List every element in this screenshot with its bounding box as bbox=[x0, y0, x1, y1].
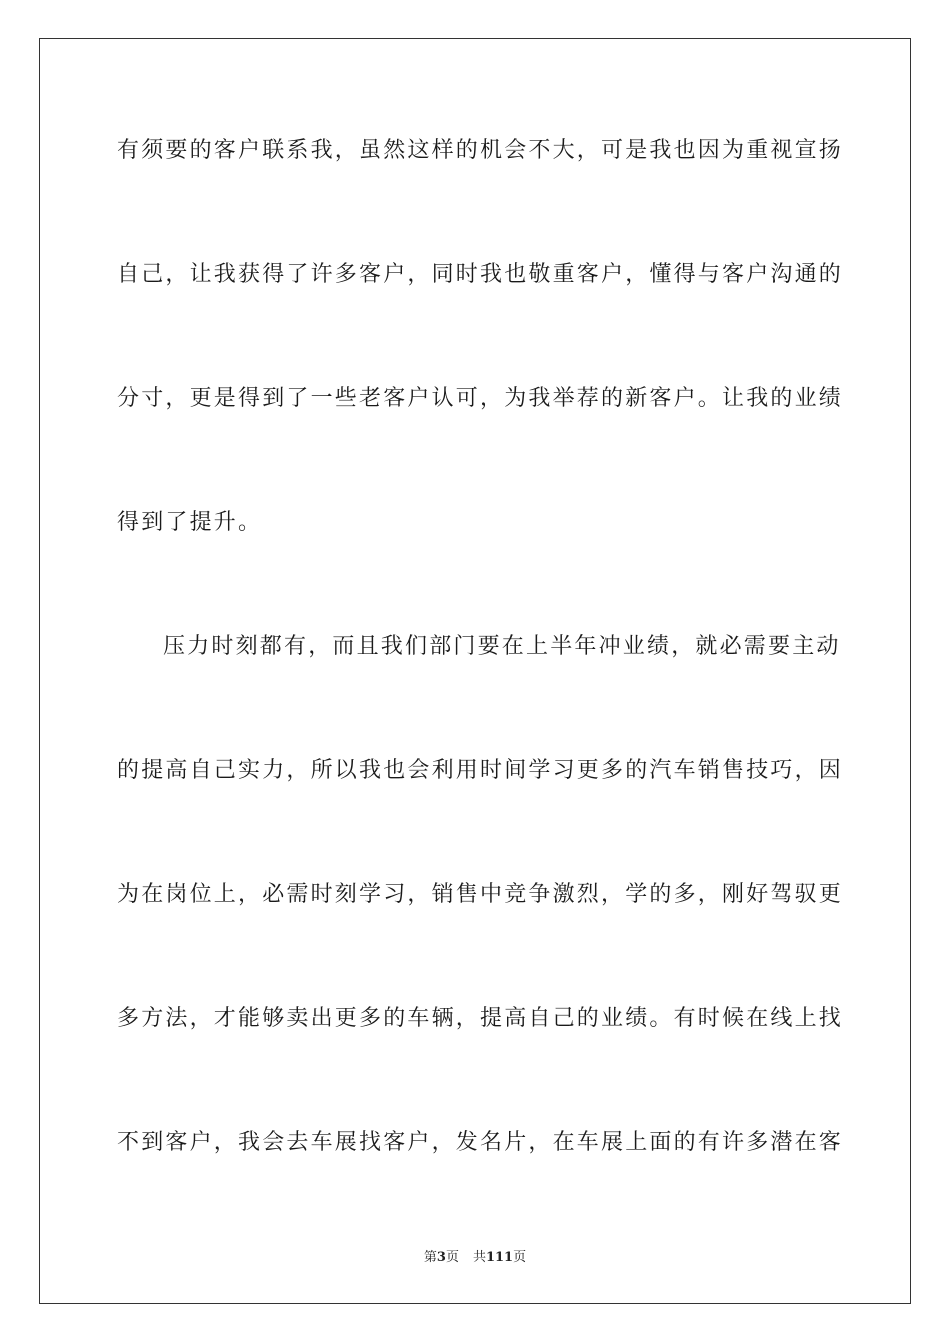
text-line: 不到客户，我会去车展找客户，发名片，在车展上面的有许多潜在客 bbox=[117, 1130, 844, 1155]
text-line: 有须要的客户联系我，虽然这样的机会不大，可是我也因为重视宣扬 bbox=[117, 138, 844, 163]
text-line: 自己，让我获得了许多客户，同时我也敬重客户，懂得与客户沟通的 bbox=[117, 262, 844, 287]
total-pages: 111 bbox=[485, 1250, 514, 1265]
text-line: 分寸，更是得到了一些老客户认可，为我举荐的新客户。让我的业绩 bbox=[117, 386, 844, 411]
page-footer bbox=[0, 1246, 950, 1265]
total-suffix: 页 bbox=[513, 1250, 527, 1265]
text-line: 多方法，才能够卖出更多的车辆，提高自己的业绩。有时候在线上找 bbox=[117, 1006, 844, 1031]
total-prefix: 共 bbox=[472, 1250, 486, 1265]
text-line: 为在岗位上，必需时刻学习，销售中竞争激烈，学的多，刚好驾驭更 bbox=[117, 882, 844, 907]
text-line: 的提高自己实力，所以我也会利用时间学习更多的汽车销售技巧，因 bbox=[117, 758, 844, 783]
page-border bbox=[39, 38, 911, 1304]
page-suffix: 页 bbox=[445, 1250, 459, 1265]
page-prefix: 第 bbox=[423, 1250, 437, 1265]
text-line-paragraph-start: 压力时刻都有，而且我们部门要在上半年冲业绩，就必需要主动 bbox=[163, 634, 841, 659]
text-line: 得到了提升。 bbox=[117, 510, 263, 535]
page-number: 3 bbox=[436, 1250, 446, 1265]
